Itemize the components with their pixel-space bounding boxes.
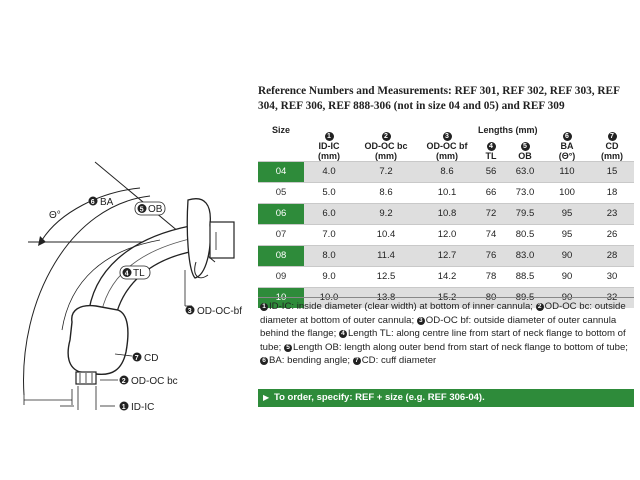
label-cd-text: CD	[144, 353, 159, 364]
header-ba: 6 BA (Θ°)	[544, 121, 590, 161]
label-tl-text: TL	[133, 268, 145, 279]
order-text: To order, specify: REF + size (e.g. REF 306-04).	[274, 392, 485, 403]
label-ob-text: OB	[148, 204, 163, 215]
table-header-row	[258, 121, 634, 161]
svg-text:5: 5	[139, 206, 144, 214]
legend-text: 1 ID-IC: inside diameter (clear width) at bottom of inner cannula; 2 OD-OC bc: outside diameter at bottom of outer cannula; 3 OD-OC bf: outside diameter of outer cannula behind the flange; 4 Length TL: along centre line from start of neck flange to bottom of tube; 5 Length OB: length along outer bend from start of neck flange to bottom of tube; 6 BA: bending angle; 7 CD: cuff diameter	[258, 297, 634, 368]
label-ba	[89, 197, 114, 209]
cuff	[68, 306, 128, 375]
label-theta-text: Θ°	[49, 210, 61, 221]
svg-text:7: 7	[134, 355, 139, 362]
table-row: 10 10.0 13.8 15.2 80 89.5 90 32	[258, 287, 634, 308]
table-row: 05 5.0 8.6 10.1 66 73.0 100 18	[258, 182, 634, 203]
svg-text:4: 4	[124, 270, 129, 278]
table-row: 09 9.0 12.5 14.2 78 88.5 90 30	[258, 266, 634, 287]
header-cd: 7 CD (mm)	[590, 121, 634, 161]
play-arrow-icon: ▶	[263, 393, 270, 402]
header-od-oc-bf: 3 OD-OC bf (mm)	[418, 121, 476, 161]
table-row: 07 7.0 10.4 12.0 74 80.5 95 26	[258, 224, 634, 245]
order-info-bar	[258, 389, 634, 407]
header-ob: 5 OB	[506, 121, 544, 161]
label-od-oc-bc	[120, 376, 178, 388]
table-row: 06 6.0 9.2 10.8 72 79.5 95 23	[258, 203, 634, 224]
flange-connector	[210, 222, 234, 258]
label-cd	[133, 353, 159, 365]
neck-flange	[187, 199, 210, 278]
label-id-ic	[120, 402, 155, 414]
svg-text:1: 1	[121, 404, 126, 411]
header-od-oc-bc: 2 OD-OC bc (mm)	[354, 121, 418, 161]
header-id-ic: 1 ID-IC (mm)	[304, 121, 354, 161]
label-ba-text: BA	[100, 197, 114, 208]
label-od-oc-bc-text: OD-OC bc	[131, 376, 178, 387]
tube-diagram	[0, 0, 255, 480]
header-size: Size	[258, 121, 304, 161]
svg-text:6: 6	[90, 199, 95, 206]
measurements-table	[258, 121, 634, 308]
label-tl	[120, 266, 150, 279]
table-row: 04 4.0 7.2 8.6 56 63.0 110 15	[258, 161, 634, 182]
table-row: 08 8.0 11.4 12.7 76 83.0 90 28	[258, 245, 634, 266]
svg-text:3: 3	[187, 308, 192, 315]
page-title: Reference Numbers and Measurements: REF 301, REF 302, REF 303, REF 304, REF 306, REF 888-306 (not in size 04 and 05) and REF 309	[258, 85, 620, 112]
header-tl: Lengths (mm) 4 TL	[476, 121, 506, 161]
label-od-oc-bf-text: OD-OC-bf	[197, 306, 242, 317]
svg-text:2: 2	[121, 378, 126, 385]
header-lengths-group: Lengths (mm)	[478, 125, 538, 135]
label-ob	[135, 202, 165, 215]
label-od-oc-bf	[186, 306, 243, 318]
label-id-ic-text: ID-IC	[131, 402, 155, 413]
label-theta	[49, 210, 61, 221]
